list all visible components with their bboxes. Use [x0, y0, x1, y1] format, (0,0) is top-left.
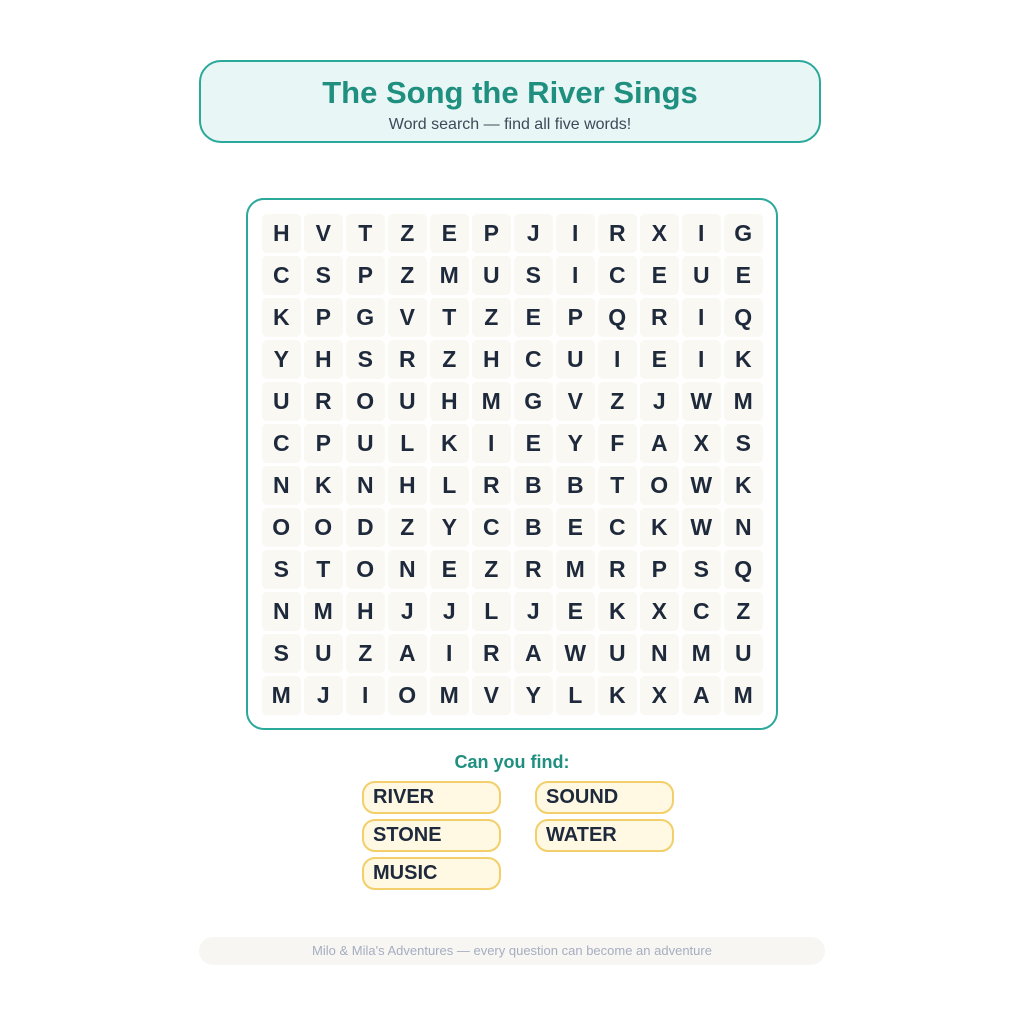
grid-cell[interactable]: F: [598, 424, 637, 463]
page-title: The Song the River Sings: [322, 75, 698, 110]
grid-cell[interactable]: E: [556, 508, 595, 547]
grid-cell[interactable]: B: [514, 466, 553, 505]
grid-cell[interactable]: I: [556, 256, 595, 295]
grid-cell[interactable]: Z: [472, 298, 511, 337]
grid-cell[interactable]: I: [346, 676, 385, 715]
grid-cell[interactable]: Z: [430, 340, 469, 379]
grid-cell[interactable]: P: [640, 550, 679, 589]
grid-cell[interactable]: M: [472, 382, 511, 421]
word-list-item: SOUND: [535, 781, 674, 814]
grid-cell[interactable]: J: [514, 214, 553, 253]
word-list: [362, 781, 676, 890]
word-list-item: STONE: [362, 819, 501, 852]
grid-cell[interactable]: N: [388, 550, 427, 589]
letter-grid: [262, 214, 763, 715]
grid-cell[interactable]: R: [388, 340, 427, 379]
grid-cell[interactable]: V: [556, 382, 595, 421]
grid-cell[interactable]: P: [304, 298, 343, 337]
grid-cell[interactable]: I: [472, 424, 511, 463]
grid-cell[interactable]: S: [262, 550, 301, 589]
grid-cell[interactable]: B: [556, 466, 595, 505]
grid-cell[interactable]: U: [682, 256, 721, 295]
grid-cell[interactable]: G: [346, 298, 385, 337]
grid-cell[interactable]: N: [346, 466, 385, 505]
grid-cell[interactable]: E: [556, 592, 595, 631]
grid-cell[interactable]: W: [556, 634, 595, 673]
grid-cell[interactable]: C: [598, 256, 637, 295]
grid-cell[interactable]: W: [682, 466, 721, 505]
word-list-item: RIVER: [362, 781, 501, 814]
grid-cell[interactable]: C: [472, 508, 511, 547]
grid-cell[interactable]: Y: [514, 676, 553, 715]
grid-cell[interactable]: T: [430, 298, 469, 337]
grid-cell[interactable]: U: [724, 634, 763, 673]
grid-cell[interactable]: U: [262, 382, 301, 421]
grid-cell[interactable]: V: [472, 676, 511, 715]
grid-cell[interactable]: Z: [346, 634, 385, 673]
grid-cell[interactable]: K: [598, 592, 637, 631]
grid-cell[interactable]: U: [598, 634, 637, 673]
grid-cell[interactable]: H: [388, 466, 427, 505]
footer-banner: Milo & Mila's Adventures — every question can become an adventure: [199, 937, 825, 965]
grid-cell[interactable]: K: [724, 466, 763, 505]
grid-cell[interactable]: A: [640, 424, 679, 463]
grid-cell[interactable]: I: [430, 634, 469, 673]
grid-cell[interactable]: S: [304, 256, 343, 295]
grid-cell[interactable]: C: [262, 424, 301, 463]
grid-cell[interactable]: I: [682, 340, 721, 379]
grid-cell[interactable]: O: [346, 550, 385, 589]
grid-cell[interactable]: N: [724, 508, 763, 547]
grid-cell[interactable]: C: [682, 592, 721, 631]
grid-cell[interactable]: G: [724, 214, 763, 253]
grid-cell[interactable]: L: [430, 466, 469, 505]
grid-cell[interactable]: D: [346, 508, 385, 547]
grid-cell[interactable]: O: [262, 508, 301, 547]
grid-cell[interactable]: Y: [430, 508, 469, 547]
grid-cell[interactable]: E: [640, 340, 679, 379]
grid-cell[interactable]: X: [682, 424, 721, 463]
grid-cell[interactable]: A: [682, 676, 721, 715]
grid-cell[interactable]: E: [430, 550, 469, 589]
grid-cell[interactable]: N: [640, 634, 679, 673]
grid-cell[interactable]: R: [514, 550, 553, 589]
grid-cell[interactable]: Q: [724, 550, 763, 589]
grid-cell[interactable]: T: [598, 466, 637, 505]
grid-cell[interactable]: O: [304, 508, 343, 547]
grid-cell[interactable]: J: [514, 592, 553, 631]
grid-cell[interactable]: A: [388, 634, 427, 673]
grid-cell[interactable]: Z: [724, 592, 763, 631]
grid-cell[interactable]: O: [346, 382, 385, 421]
word-list-item: MUSIC: [362, 857, 501, 890]
page-subtitle: Word search — find all five words!: [388, 116, 632, 133]
grid-cell[interactable]: K: [262, 298, 301, 337]
grid-cell[interactable]: T: [346, 214, 385, 253]
word-list-heading: Can you find:: [454, 752, 570, 772]
grid-cell[interactable]: W: [682, 508, 721, 547]
grid-cell[interactable]: R: [472, 466, 511, 505]
grid-cell[interactable]: Q: [724, 298, 763, 337]
grid-cell[interactable]: P: [556, 298, 595, 337]
word-search-frame: [246, 198, 778, 730]
grid-cell[interactable]: M: [430, 676, 469, 715]
grid-cell[interactable]: E: [430, 214, 469, 253]
grid-cell[interactable]: M: [304, 592, 343, 631]
grid-cell[interactable]: L: [472, 592, 511, 631]
grid-cell[interactable]: R: [304, 382, 343, 421]
word-list-item: WATER: [535, 819, 674, 852]
grid-cell[interactable]: Q: [598, 298, 637, 337]
grid-cell[interactable]: I: [682, 214, 721, 253]
grid-cell[interactable]: X: [640, 214, 679, 253]
grid-cell[interactable]: K: [724, 340, 763, 379]
grid-cell[interactable]: M: [262, 676, 301, 715]
grid-cell[interactable]: S: [262, 634, 301, 673]
grid-cell[interactable]: I: [682, 298, 721, 337]
grid-cell[interactable]: J: [640, 382, 679, 421]
grid-cell[interactable]: J: [430, 592, 469, 631]
grid-cell[interactable]: Z: [388, 508, 427, 547]
grid-cell[interactable]: M: [724, 676, 763, 715]
grid-cell[interactable]: Y: [556, 424, 595, 463]
grid-cell[interactable]: C: [514, 340, 553, 379]
grid-cell[interactable]: U: [472, 256, 511, 295]
grid-cell[interactable]: J: [388, 592, 427, 631]
grid-cell[interactable]: O: [640, 466, 679, 505]
grid-cell[interactable]: M: [556, 550, 595, 589]
grid-cell[interactable]: E: [514, 424, 553, 463]
grid-cell[interactable]: X: [640, 592, 679, 631]
grid-cell[interactable]: E: [724, 256, 763, 295]
grid-cell[interactable]: K: [640, 508, 679, 547]
grid-cell[interactable]: I: [556, 214, 595, 253]
grid-cell[interactable]: Z: [388, 256, 427, 295]
grid-cell[interactable]: U: [304, 634, 343, 673]
grid-cell[interactable]: K: [304, 466, 343, 505]
grid-cell[interactable]: T: [304, 550, 343, 589]
grid-cell[interactable]: R: [472, 634, 511, 673]
grid-cell[interactable]: U: [388, 382, 427, 421]
grid-cell[interactable]: L: [556, 676, 595, 715]
grid-cell[interactable]: W: [682, 382, 721, 421]
grid-cell[interactable]: I: [598, 340, 637, 379]
grid-cell[interactable]: N: [262, 592, 301, 631]
grid-cell[interactable]: A: [514, 634, 553, 673]
grid-cell[interactable]: B: [514, 508, 553, 547]
grid-cell[interactable]: H: [304, 340, 343, 379]
grid-cell[interactable]: H: [346, 592, 385, 631]
grid-cell[interactable]: J: [304, 676, 343, 715]
grid-cell[interactable]: P: [346, 256, 385, 295]
grid-cell[interactable]: S: [724, 424, 763, 463]
grid-cell[interactable]: P: [304, 424, 343, 463]
grid-cell[interactable]: M: [682, 634, 721, 673]
grid-cell[interactable]: Z: [388, 214, 427, 253]
grid-cell[interactable]: M: [430, 256, 469, 295]
grid-cell[interactable]: U: [556, 340, 595, 379]
grid-cell[interactable]: H: [262, 214, 301, 253]
grid-cell[interactable]: X: [640, 676, 679, 715]
grid-cell[interactable]: H: [472, 340, 511, 379]
grid-cell[interactable]: R: [598, 214, 637, 253]
grid-cell[interactable]: C: [598, 508, 637, 547]
title-banner: [199, 60, 821, 143]
grid-cell[interactable]: S: [514, 256, 553, 295]
grid-cell[interactable]: K: [598, 676, 637, 715]
grid-cell[interactable]: C: [262, 256, 301, 295]
grid-cell[interactable]: V: [388, 298, 427, 337]
grid-cell[interactable]: P: [472, 214, 511, 253]
grid-cell[interactable]: G: [514, 382, 553, 421]
grid-cell[interactable]: R: [598, 550, 637, 589]
grid-cell[interactable]: S: [346, 340, 385, 379]
grid-cell[interactable]: S: [682, 550, 721, 589]
grid-cell[interactable]: N: [262, 466, 301, 505]
grid-cell[interactable]: Z: [472, 550, 511, 589]
grid-cell[interactable]: E: [514, 298, 553, 337]
grid-cell[interactable]: E: [640, 256, 679, 295]
grid-cell[interactable]: Y: [262, 340, 301, 379]
grid-cell[interactable]: R: [640, 298, 679, 337]
grid-cell[interactable]: V: [304, 214, 343, 253]
grid-cell[interactable]: K: [430, 424, 469, 463]
grid-cell[interactable]: H: [430, 382, 469, 421]
grid-cell[interactable]: U: [346, 424, 385, 463]
grid-cell[interactable]: L: [388, 424, 427, 463]
grid-cell[interactable]: Z: [598, 382, 637, 421]
grid-cell[interactable]: O: [388, 676, 427, 715]
grid-cell[interactable]: M: [724, 382, 763, 421]
